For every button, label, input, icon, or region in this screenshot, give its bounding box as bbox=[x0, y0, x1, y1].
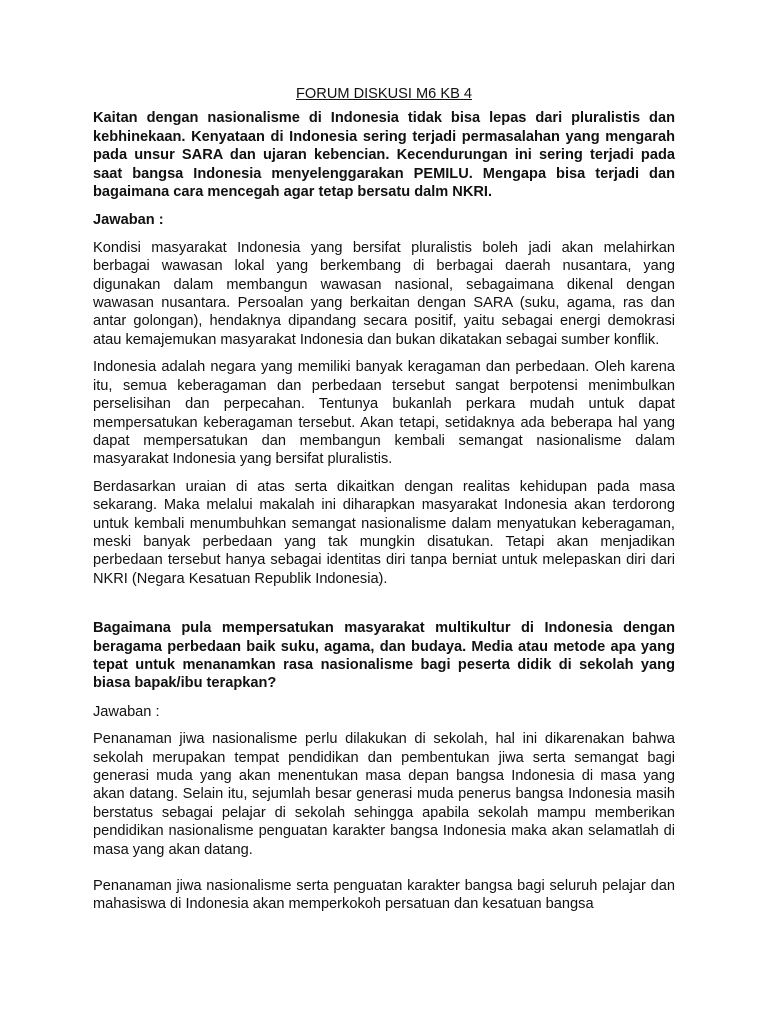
paragraph-gap bbox=[93, 859, 675, 877]
section-2 bbox=[93, 619, 675, 914]
document-title: FORUM DISKUSI M6 KB 4 bbox=[296, 86, 472, 102]
question-2: Bagaimana pula mempersatukan masyarakat multikultur di Indonesia dengan beragama perbedaan baik suku, agama, dan budaya. Media atau metode apa yang tepat untuk menanamkan rasa nasionalisme bagi peserta didik di sekolah yang biasa bapak/ibu terapkan? bbox=[93, 620, 675, 692]
question-1: Kaitan dengan nasionalisme di Indonesia tidak bisa lepas dari pluralistis dan kebhinekaan. Kenyataan di Indonesia sering terjadi permasalahan yang mengarah pada unsur SARA dan ujaran kebencian. Kecendurungan ini sering terjadi pada saat bangsa Indonesia menyelenggarakan PEMILU. Mengapa bisa terjadi dan bagaimana cara mencegah agar tetap bersatu dalm NKRI. bbox=[93, 110, 675, 201]
answer-1-paragraph-1: Kondisi masyarakat Indonesia yang bersifat pluralistis boleh jadi akan melahirkan berbagai wawasan lokal yang berkembang di berbagai daerah nusantara, yang digunakan dalam membangun wawasan nasional, sebagaimana dikenal dengan wawasan nusantara. Persoalan yang berkaitan dengan SARA (suku, agama, ras dan antar golongan), hendaknya dipandang secara positif, yaitu sebagai energi demokrasi atau kemajemukan masyarakat Indonesia dan bukan dikatakan sebagai sumber konflik. bbox=[93, 239, 675, 348]
answer-2-paragraph-2: Penanaman jiwa nasionalisme serta penguatan karakter bangsa bagi seluruh pelajar dan mahasiswa di Indonesia akan memperkokoh persatuan dan kesatuan bangsa bbox=[93, 878, 675, 913]
document-page bbox=[93, 85, 675, 923]
answer-1-paragraph-3: Berdasarkan uraian di atas serta dikaitkan dengan realitas kehidupan pada masa sekarang. Maka melalui makalah ini diharapkan masyarakat Indonesia akan terdorong untuk kembali menumbuhkan semangat nasionalisme dalam menyatukan keberagaman, meski banyak perbedaan yang tak mungkin disatukan. Tetapi akan menjadikan perbedaan tersebut hanya sebagai identitas diri tanpa berniat untuk melepaskan diri dari NKRI (Negara Kesatuan Republik Indonesia). bbox=[93, 478, 675, 587]
section-gap bbox=[93, 597, 675, 619]
section-1 bbox=[93, 109, 675, 588]
answer-label-2: Jawaban : bbox=[93, 703, 160, 720]
answer-2-paragraph-1: Penanaman jiwa nasionalisme perlu dilakukan di sekolah, hal ini dikarenakan bahwa sekolah merupakan tempat pendidikan dan pembentukan jiwa serta semangat bagi generasi muda yang akan menentukan masa depan bangsa Indonesia di masa yang akan datang. Selain itu, sejumlah besar generasi muda penerus bangsa Indonesia masih berstatus sebagai pelajar di sekolah sehingga apabila sekolah mampu memberikan pendidikan nasionalisme penguatan karakter bangsa Indonesia maka akan selamatlah di masa yang akan datang. bbox=[93, 731, 675, 858]
answer-label-1: Jawaban : bbox=[93, 212, 164, 229]
answer-1-paragraph-2: Indonesia adalah negara yang memiliki banyak keragaman dan perbedaan. Oleh karena itu, semua keberagaman dan perbedaan tersebut sangat berpotensi menimbulkan perselisihan dan perpecahan. Tentunya bukanlah perkara mudah untuk dapat mempersatukan keberagaman tersebut. Akan tetapi, setidaknya ada beberapa hal yang dapat mempersatukan dan membangun kembali semangat nasionalisme dalam masyarakat Indonesia yang bersifat pluralistis. bbox=[93, 359, 675, 468]
